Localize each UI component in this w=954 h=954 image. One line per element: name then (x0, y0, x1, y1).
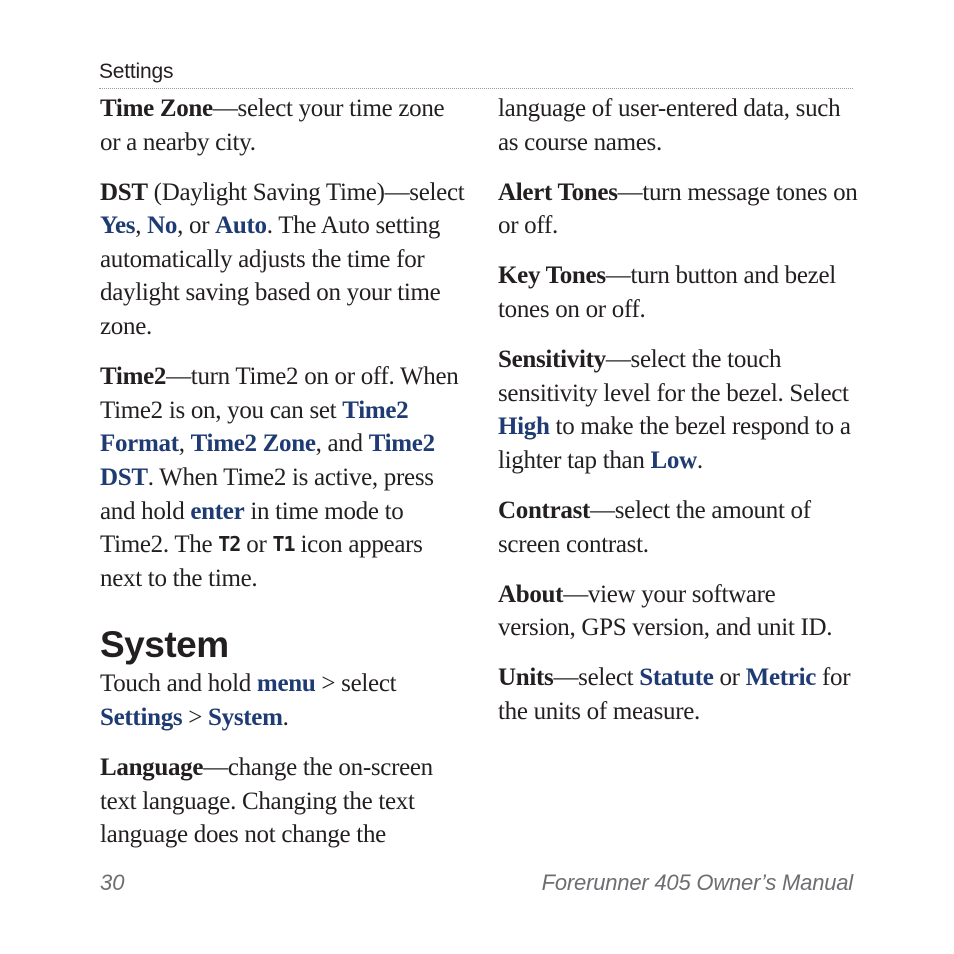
sensitivity-text-3: . (696, 446, 703, 474)
language-desc: —change the on-screen text language. Changing the text language does not change the (100, 754, 433, 849)
key-menu: menu (256, 670, 316, 698)
right-column (498, 92, 858, 745)
units-text-2: or (713, 664, 746, 692)
page-number: 30 (100, 870, 125, 895)
system-intro (100, 667, 470, 734)
units-text-3: for the units of measure. (498, 664, 851, 725)
system-text-3: > (182, 703, 209, 731)
option-auto: Auto (215, 212, 267, 240)
time2-text-5: icon appears next to the time. (100, 531, 423, 592)
about-desc: —view your software version, GPS version, and unit ID. (498, 580, 833, 642)
alert-tones-entry (498, 176, 858, 243)
dst-sep-1: , (135, 212, 148, 240)
about-term: About (498, 580, 564, 608)
contrast-desc: —select the amount of screen contrast. (498, 496, 811, 558)
time2-term: Time2 (100, 363, 167, 391)
system-heading: System (100, 624, 229, 666)
option-time2-zone: Time2 Zone (190, 430, 316, 458)
option-no: No (147, 212, 178, 240)
option-settings: Settings (100, 703, 183, 731)
option-low: Low (650, 446, 697, 474)
time-zone-desc: —select your time zone or a nearby city. (100, 95, 445, 156)
dst-text-1: (Daylight Saving Time)—select (147, 178, 465, 206)
key-enter: enter (190, 497, 245, 525)
option-time2-dst: Time2 DST (100, 430, 435, 491)
running-head: Settings (99, 60, 174, 83)
sensitivity-term: Sensitivity (498, 346, 606, 374)
units-text-1: —select (553, 664, 640, 692)
manual-title: Forerunner 405 Owner’s Manual (541, 870, 853, 895)
time2-sep-2: , and (315, 430, 369, 458)
option-system: System (208, 703, 283, 731)
time2-text-3: in time mode to Time2. The (100, 497, 404, 559)
sensitivity-entry (498, 343, 858, 477)
key-tones-entry (498, 259, 858, 326)
alert-tones-desc: —turn message tones on or off. (498, 178, 858, 240)
time2-text-4: or (240, 531, 273, 559)
header-divider (99, 88, 853, 89)
time2-sep-1: , (178, 430, 191, 458)
option-statute: Statute (639, 664, 714, 692)
sensitivity-text-2: to make the bezel respond to a lighter tap than (498, 413, 851, 474)
key-tones-desc: —turn button and bezel tones on or off. (498, 262, 836, 323)
option-metric: Metric (745, 664, 817, 692)
option-high: High (498, 413, 550, 441)
option-time2-format: Time2 Format (100, 396, 409, 458)
language-entry (100, 751, 470, 852)
language-continued: language of user-entered data, such as course names. (498, 95, 841, 156)
language-term: Language (100, 754, 204, 781)
dst-sep-2: , or (177, 212, 216, 240)
system-text-1: Touch and hold (100, 670, 257, 698)
dst-term: DST (100, 178, 148, 206)
time-zone-term: Time Zone (100, 95, 213, 122)
key-tones-term: Key Tones (498, 262, 606, 290)
sensitivity-text-1: —select the touch sensitivity level for the bezel. Select (498, 346, 849, 407)
system-text-4: . (282, 703, 289, 731)
time2-entry (100, 360, 470, 595)
units-term: Units (498, 664, 554, 692)
contrast-term: Contrast (498, 496, 591, 524)
time-zone-entry (100, 92, 470, 159)
time2-text-1: —turn Time2 on or off. When Time2 is on, you can set (100, 363, 459, 424)
left-column (100, 92, 470, 868)
system-text-2: > select (315, 670, 397, 698)
contrast-entry (498, 494, 858, 561)
dst-entry (100, 176, 470, 344)
dst-text-2: . The Auto setting automatically adjusts the time for daylight saving based on your time zone. (100, 212, 441, 341)
alert-tones-term: Alert Tones (498, 178, 618, 206)
t1-icon: T1 (272, 532, 295, 557)
units-entry (498, 661, 858, 728)
time2-text-2: . When Time2 is active, press and hold (100, 463, 434, 525)
option-yes: Yes (100, 212, 136, 240)
about-entry (498, 578, 858, 645)
t2-icon: T2 (218, 532, 241, 557)
